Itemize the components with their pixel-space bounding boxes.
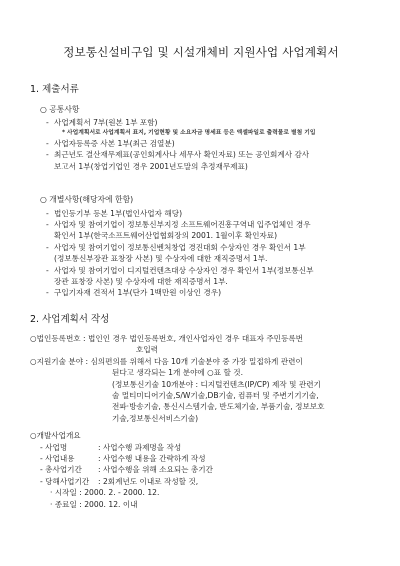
biz-number-label: ○법인등록번호 : [30,334,86,344]
individual-items-list [30,208,372,299]
tech-field-continuation: 전파·방송기술, 통신시스템기술, 반도체기술, 부품기술, 정보보호 [112,402,325,412]
tech-field-continuation: (정보통신기술 10개분야 : 디지털컨텐츠(IP/CP) 제작 및 관련기 [112,379,321,389]
plan-row: - 총사업기간 : 사업수행을 위해 소요되는 총기간 [40,465,213,475]
tech-field-entry [30,356,372,367]
list-item: - 사업자등록증 사본 1부(최근 검열분) [46,138,175,148]
tech-field-continuation: 기술,정보통신서비스기술) [112,413,199,423]
plan-row: - 사업명 : 사업수행 과제명을 작성 [40,442,182,452]
biz-number-body: 법인인 경우 법인등록번호, 개인사업자인 경우 대표자 주민등록번 [88,334,304,344]
list-item-continuation: (정보통신부장관 표창장 사본) 및 수상자에 대한 재직증명서 1부. [54,254,268,264]
section-submission-docs [30,83,372,299]
list-item: - 사업자 및 참여기업이 디지털컨텐츠대상 수상자인 경우 확인서 1부(정보통신부 [46,265,314,275]
plan-row: - 당해사업기간 : 2회계년도 이내로 작성할 것, [40,476,199,486]
common-items-list [30,117,372,172]
list-item: - 사업자 및 참여기업이 정보통신벤처창업 경진대회 수상자인 경우 확인서 1부 [46,242,306,252]
tech-field-continuation: 된다고 생각되는 1개 분야에 ○표 할 것. [112,368,244,378]
plan-row: - 사업내용 : 사업수행 내용을 간략하게 작성 [40,453,206,463]
section-heading: 2. 사업계획서 작성 [30,313,110,325]
common-items-label: ○ 공통사항 [40,104,80,114]
list-item: - 법인등기부 등본 1부(법인사업자 해당) [46,208,183,218]
list-item-continuation: 확인서 1부(한국소프트웨어산업협회장의 2001. 1월이후 확인자료) [54,231,278,241]
tech-field-label: ○지원기술 분야 : [30,356,89,366]
list-item: - 사업자 및 참여기업이 정보통신부지정 소프트웨어진흥구역내 입주업체인 경우 [46,220,311,230]
list-item: - 사업계획서 7부(원본 1부 포함) [46,118,158,128]
list-item-continuation: 보고서 1부(창업기업인 경우 2001년도말의 추정재무제표) [54,161,248,171]
biz-number-entry [30,333,372,344]
tech-field-continuation: 술 멀티미디어기술,S/W기술,DB기술, 컴퓨터 및 주변기기기술, [112,391,319,401]
tech-field-body: 심의편의를 위해서 다음 10개 기술분야 중 가장 밀접하게 관련이 [90,356,303,366]
plan-overview-label: ○개발사업개요 [30,431,81,441]
start-date: · 시작일 : 2000. 2. - 2000. 12. [50,488,160,498]
section-heading: 1. 제출서류 [30,84,79,96]
note-text: * 사업계획서로 사업계획서 표지, 기업현황 및 소요자금 명세표 등은 엑셀파일로 출력물로 별첨 기입 [62,129,316,136]
biz-number-continuation: 호입력 [136,345,159,355]
section-plan-writing [30,313,372,510]
end-date: · 종료일 : 2000. 12. 이내 [50,499,138,509]
document-title: 정보통신설비구입 및 시설개체비 지원사업 사업계획서 [63,45,339,59]
list-item-continuation: 장관 표창장 사본) 및 수상자에 대한 재직증명서 1부. [54,277,228,287]
list-item: - 최근년도 결산재무제표(공인회계사나 세무사 확인자료) 또는 공인회계사 감사 [46,150,310,160]
list-item: - 구입기자재 견적서 1부(단가 1백만원 이상인 경우) [46,288,222,298]
individual-items-label: ○ 개별사항(해당자에 한함) [40,195,134,205]
